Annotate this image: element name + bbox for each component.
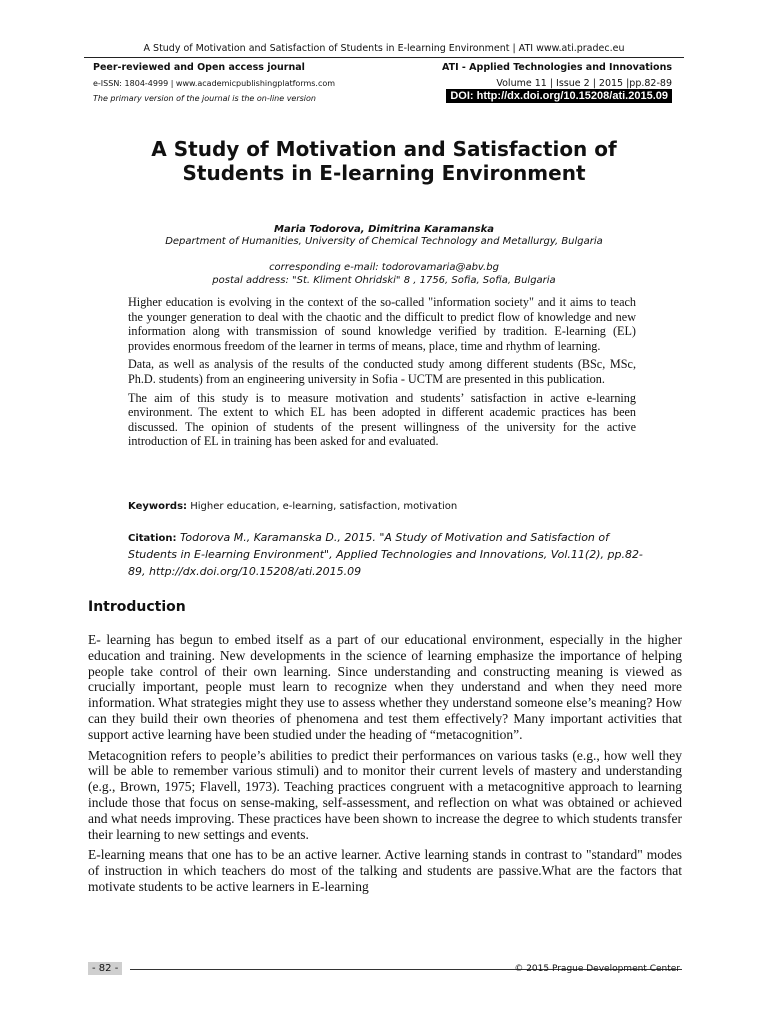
body-paragraph: E-learning means that one has to be an active learner. Active learning stands in contrast to "standard" modes of instruction in which teachers do most of the talking and students are passive.What are the factors that motivate students to be active learners in E-learning: [88, 847, 682, 894]
postal-address: postal address: "St. Kliment Ohridski" 8 , 1756, Sofia, Sofia, Bulgaria: [212, 275, 556, 286]
issn-line: e-ISSN: 1804-4999 | www.academicpublishingplatforms.com: [93, 79, 336, 88]
citation: [128, 530, 648, 581]
copyright: © 2015 Prague Development Center: [514, 964, 680, 974]
authors: Maria Todorova, Dimitrina Karamanska: [274, 224, 494, 235]
introduction-body: [88, 632, 682, 900]
citation-label: Citation:: [128, 533, 177, 544]
journal-type: Peer-reviewed and Open access journal: [93, 62, 305, 73]
keywords-label: Keywords:: [128, 501, 188, 512]
abstract-paragraph: Higher education is evolving in the context of the so-called "information society" and it aims to teach the younger generation to deal with the chaotic and the difficult to predict flow of knowledge and new information along with transmission of sound knowledge verified by tradition. E-learning (EL) provides enormous freedom of the learner in terms of means, place, time and rhythm of learning.: [128, 295, 636, 353]
doi-link[interactable]: DOI: http://dx.doi.org/10.15208/ati.2015.09: [446, 89, 672, 103]
abstract: [128, 295, 636, 453]
title-line-1: A Study of Motivation and Satisfaction of: [151, 137, 617, 161]
running-header: A Study of Motivation and Satisfaction of Students in E-learning Environment | ATI www.ati.pradec.eu: [143, 43, 625, 54]
title-line-2: Students in E-learning Environment: [182, 161, 586, 185]
abstract-paragraph: The aim of this study is to measure motivation and students’ satisfaction in active e-learning environment. The extent to which EL has been adopted in different academic practices has been discussed. The opinion of students of the present willingness of the university for the active introduction of EL in training has been asked for and evaluated.: [128, 390, 636, 449]
volume-info: Volume 11 | Issue 2 | 2015 |pp.82-89: [496, 78, 672, 89]
journal-name: ATI - Applied Technologies and Innovations: [441, 62, 672, 73]
primary-version-note: The primary version of the journal is the on-line version: [93, 94, 316, 103]
abstract-paragraph: Data, as well as analysis of the results of the conducted study among different students (BSc, MSc, Ph.D. students) from an engineering university in Sofia - UCTM are presented in this publication.: [128, 357, 636, 386]
citation-text: Todorova M., Karamanska D., 2015. "A Study of Motivation and Satisfaction of Students in E-learning Environment", Applied Technologies and Innovations, Vol.11(2), pp.82-89, http://dx.doi.org/10.15208/ati.2015.09: [128, 531, 643, 578]
body-paragraph: Metacognition refers to people’s abilities to predict their performances on various tasks (e.g., how well they will be able to remember various stimuli) and to monitor their current levels of mastery and understanding (e.g., Brown, 1975; Flavell, 1973). Teaching practices congruent with a metacognitive approach to learning include those that focus on sense-making, self-assessment, and reflection on what was obtained or achieved and what needs improving. These practices have been shown to increase the degree to which students transfer their learning to new settings and events.: [88, 747, 682, 842]
paper-title: [84, 137, 684, 185]
keywords-text: Higher education, e-learning, satisfaction, motivation: [187, 501, 458, 512]
affiliation: Department of Humanities, University of Chemical Technology and Metallurgy, Bulgaria: [165, 236, 603, 247]
section-heading-introduction: Introduction: [88, 599, 186, 615]
body-paragraph: E- learning has begun to embed itself as a part of our educational environment, especially in the higher education and training. New developments in the science of learning emphasize the importance of helping people take control of their own learning. Since understanding and constructing meaning is viewed as crucially important, people must learn to recognize when they understand and when they need more information. What strategies might they use to assess whether they understand someone else’s meaning? How can they build their own theories of phenomena and test them effectively? Many important activities that support active learning have been studied under the heading of “metacognition”.: [88, 632, 682, 742]
page-number: - 82 -: [88, 962, 122, 975]
keywords: [128, 501, 648, 512]
header-rule: [84, 57, 684, 58]
corresponding-email: corresponding e-mail: todorovamaria@abv.bg: [269, 262, 499, 273]
